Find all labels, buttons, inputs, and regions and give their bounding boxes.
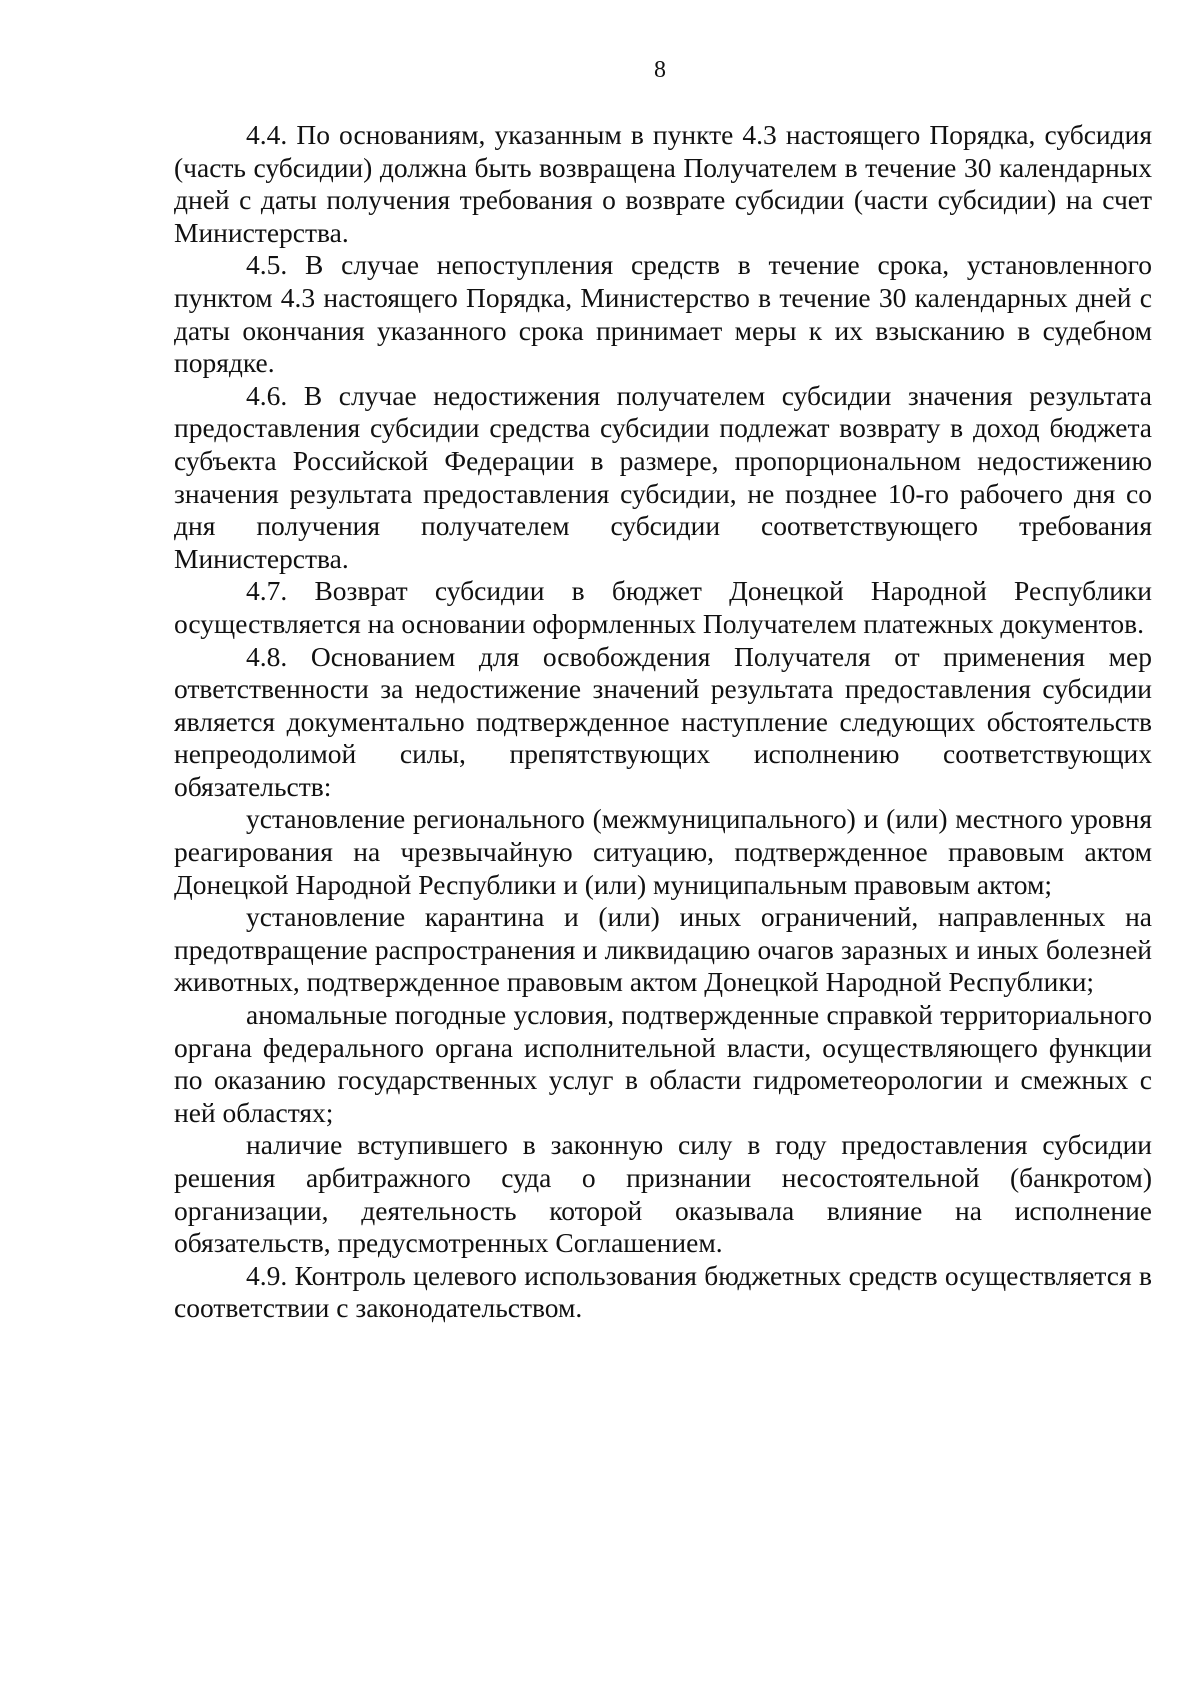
paragraph-4-8: 4.8. Основанием для освобождения Получателя от применения мер ответственности за недостижение значений результата предоставления субсидии является документально подтвержденное наступление следующих обстоятельств непреодолимой силы, препятствующих исполнению соответствующих обязательств: [174,640,1152,802]
paragraph-4-5: 4.5. В случае непоступления средств в течение срока, установленного пунктом 4.3 настоящего Порядка, Министерство в течение 30 календарных дней с даты окончания указанного срока принимает меры к их взысканию в судебном порядке. [174,249,1152,379]
list-item-quarantine: установление карантина и (или) иных ограничений, направленных на предотвращение распространения и ликвидацию очагов заразных и иных болезней животных, подтвержденное правовым актом Донецкой Народной Республики; [174,901,1152,998]
page-number: 8 [654,57,666,83]
paragraph-4-9: 4.9. Контроль целевого использования бюджетных средств осуществляется в соответствии с законодательством. [174,1259,1152,1324]
document-body [174,119,1152,1325]
paragraph-4-4: 4.4. По основаниям, указанным в пункте 4.3 настоящего Порядка, субсидия (часть субсидии) должна быть возвращена Получателем в течение 30 календарных дней с даты получения требования о возврате субсидии (части субсидии) на счет Министерства. [174,119,1152,248]
list-item-weather: аномальные погодные условия, подтвержденные справкой территориального органа федерального органа исполнительной власти, осуществляющего функции по оказанию государственных услуг в области гидрометеорологии и смежных с ней областях; [174,999,1152,1128]
list-item-bankruptcy: наличие вступившего в законную силу в году предоставления субсидии решения арбитражного суда о признании несостоятельной (банкротом) организации, деятельность которой оказывала влияние на исполнение обязательств, предусмотренных Соглашением. [174,1129,1152,1259]
paragraph-4-7: 4.7. Возврат субсидии в бюджет Донецкой Народной Республики осуществляется на основании оформленных Получателем платежных документов. [174,575,1152,639]
list-item-emergency: установление регионального (межмуниципального) и (или) местного уровня реагирования на чрезвычайную ситуацию, подтвержденное правовым актом Донецкой Народной Республики и (или) муниципальным правовым актом; [174,803,1152,900]
paragraph-4-6: 4.6. В случае недостижения получателем субсидии значения результата предоставления субсидии средства субсидии подлежат возврату в доход бюджета субъекта Российской Федерации в размере, пропорциональном недостижению значения результата предоставления субсидии, не позднее 10-го рабочего дня со дня получения получателем субсидии соответствующего требования Министерства. [174,379,1152,574]
